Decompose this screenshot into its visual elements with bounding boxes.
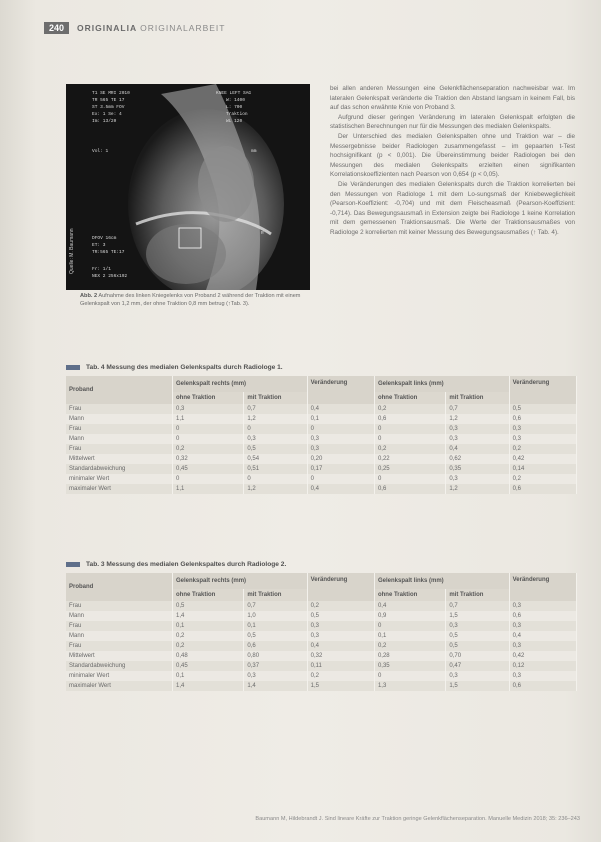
- paragraph-1: bei allen anderen Messungen eine Gelenkflächenseparation nachweisbar war. Im lateralen Gelenkspalt veränderte die Traktion den Abstand langsam in keinem Fall, bis auf das schon erwähnte Knie von Proband 3.: [330, 85, 575, 112]
- table-cell: 0: [173, 424, 244, 434]
- table-cell: 0,6: [374, 484, 445, 494]
- table-cell: 0,14: [509, 464, 576, 474]
- row-label: Mann: [66, 631, 173, 641]
- table-cell: 0,2: [374, 641, 445, 651]
- table-1-title-text: Tab. 4 Messung des medialen Gelenkspalts durch Radiologe 1.: [86, 364, 283, 371]
- table-cell: 0,25: [374, 464, 445, 474]
- body-text-column: [330, 84, 575, 238]
- table-cell: 0,3: [244, 434, 307, 444]
- svg-text:mm: mm: [251, 149, 257, 154]
- table-cell: 1,5: [307, 681, 374, 691]
- table-cell: 0,2: [173, 444, 244, 454]
- col-change-right: Veränderung: [307, 376, 374, 404]
- table-cell: 0,3: [446, 474, 509, 484]
- table-cell: 0,32: [173, 454, 244, 464]
- table-cell: 0: [173, 474, 244, 484]
- table-row: [66, 631, 577, 641]
- paragraph-3: Der Unterschied des medialen Gelenkspalten ohne und Traktion war – die Messergebnisse beider Radiologen zusammengefasst – im gepaarten t-Test hochsignifikant (p < 0,001). Die Übereinstimmung beider Radiologen bei den Messungen des medialen Gelenkspalts erzielten einen signifikanten Korrelationskoeffizienten nach Pearson von 0,654 (p < 0,05).: [330, 132, 575, 179]
- table-cell: 0,1: [374, 631, 445, 641]
- caption-text: Aufnahme des linken Kniegelenks von Proband 2 während der Traktion mit einem Gelenkspalt von 1,2 mm, der ohne Traktion 0,8 mm betrug (↑Tab. 3).: [80, 293, 301, 308]
- table-cell: 1,4: [244, 681, 307, 691]
- table-cell: 0,7: [446, 404, 509, 414]
- table-cell: 0,32: [307, 651, 374, 661]
- table-cell: 0,80: [244, 651, 307, 661]
- table-cell: 0,3: [307, 621, 374, 631]
- table-2-body: [66, 601, 577, 691]
- table-cell: 0,7: [244, 404, 307, 414]
- table-1: [66, 376, 577, 494]
- row-label: Frau: [66, 601, 173, 611]
- table-cell: 1,2: [244, 484, 307, 494]
- page-footer: Baumann M, Hildebrandt J. Sind lineare Kräfte zur Traktion geringe Gelenkflächenseparation. Manuelle Medizin 2018; 35: 236–243: [255, 816, 580, 822]
- table-cell: 0,5: [446, 631, 509, 641]
- table-2-title-text: Tab. 3 Messung des medialen Gelenkspaltes durch Radiologe 2.: [86, 561, 287, 568]
- journal-section: [77, 23, 225, 33]
- col-right: Gelenkspalt rechts (mm): [173, 573, 308, 589]
- table-cell: 0,35: [446, 464, 509, 474]
- table-marker: [66, 562, 80, 567]
- table-cell: 0,4: [307, 404, 374, 414]
- table-cell: 0,6: [509, 484, 576, 494]
- table-cell: 0: [244, 474, 307, 484]
- table-cell: 0,6: [374, 414, 445, 424]
- table-cell: 0,45: [173, 464, 244, 474]
- paragraph-2: Aufgrund dieser geringen Veränderung im lateralen Gelenkspalt erfolgten die statistischen Berechnungen nur für die Messungen des medialen Gelenkspalts.: [330, 113, 575, 131]
- svg-text:ET: 3: ET: 3: [92, 243, 106, 248]
- page-number: 240: [44, 22, 69, 34]
- svg-text:Traktion: Traktion: [226, 112, 248, 117]
- table-1-body: [66, 404, 577, 494]
- table-row: [66, 601, 577, 611]
- table-cell: 0: [307, 424, 374, 434]
- table-cell: 0,3: [509, 621, 576, 631]
- table-1-title: [66, 364, 283, 371]
- svg-text:Ex: 1 Se: 4: Ex: 1 Se: 4: [92, 112, 122, 117]
- table-cell: 0,54: [244, 454, 307, 464]
- row-label: Frau: [66, 424, 173, 434]
- svg-text:W: 1400: W: 1400: [226, 98, 245, 103]
- table-cell: 0,4: [374, 601, 445, 611]
- col-right-without: ohne Traktion: [173, 392, 244, 404]
- table-cell: 0,12: [509, 661, 576, 671]
- table-cell: 0,11: [307, 661, 374, 671]
- col-proband: Proband: [66, 573, 173, 601]
- svg-text:TR 565 TE 17: TR 565 TE 17: [92, 98, 125, 103]
- caption-label: Abb. 2: [80, 293, 98, 299]
- table-cell: 0,2: [173, 641, 244, 651]
- svg-text:Im: 13/20: Im: 13/20: [92, 119, 117, 124]
- table-cell: 0,1: [173, 621, 244, 631]
- table-cell: 0,51: [244, 464, 307, 474]
- table-cell: 0,6: [244, 641, 307, 651]
- table-cell: 0: [173, 434, 244, 444]
- table-cell: 0,2: [173, 631, 244, 641]
- table-row: [66, 454, 577, 464]
- table-cell: 0,3: [509, 671, 576, 681]
- table-cell: 0,3: [446, 434, 509, 444]
- table-cell: 0,1: [307, 414, 374, 424]
- svg-text:R: R: [261, 231, 264, 236]
- table-cell: 0: [374, 434, 445, 444]
- svg-text:WL 120: WL 120: [226, 119, 243, 124]
- svg-text:Fr: 1/1: Fr: 1/1: [92, 267, 111, 272]
- mri-knee-image: [66, 84, 310, 290]
- table-2-title: [66, 561, 286, 568]
- row-label: Frau: [66, 444, 173, 454]
- col-left-without: ohne Traktion: [374, 392, 445, 404]
- table-cell: 0,5: [244, 444, 307, 454]
- row-label: minimaler Wert: [66, 474, 173, 484]
- table-cell: 0,1: [173, 671, 244, 681]
- table-row: [66, 671, 577, 681]
- table-cell: 1,0: [244, 611, 307, 621]
- row-label: Standardabweichung: [66, 464, 173, 474]
- paragraph-4: Die Veränderungen des medialen Gelenkspalts durch die Traktion korrelierten bei den Messungen von Radiologe 1 mit dem Lo-sungsmaß der Kniebeweglichkeit (Pearson-Koeffizient: -0,704) und mit dem Fleischeasmaß (Pearson-Koeffizient: -0,714). Das Bewegungsausmaß in Extension zeigte bei Radiologe 1 keine Korrelation mit dem gemessenen Traktionsausmaß. Die Werte der Traktionsausmaßes von Radiologe 2 korrelierten mit keiner Messung des Bewegungsausmaßes (↑ Tab. 4).: [330, 180, 575, 236]
- svg-text:DFOV 16cm: DFOV 16cm: [92, 236, 117, 241]
- table-cell: 0,4: [307, 641, 374, 651]
- col-change-right: Veränderung: [307, 573, 374, 601]
- table-cell: 0,3: [244, 671, 307, 681]
- table-cell: 1,1: [173, 414, 244, 424]
- figure-credit: Quelle: M. Baumann: [69, 228, 75, 274]
- col-right-without: ohne Traktion: [173, 589, 244, 601]
- row-label: minimaler Wert: [66, 671, 173, 681]
- table-row: [66, 414, 577, 424]
- table-cell: 0,3: [446, 671, 509, 681]
- table-cell: 0,35: [374, 661, 445, 671]
- table-row: [66, 641, 577, 651]
- svg-text:TR:565 TE:17: TR:565 TE:17: [92, 250, 125, 255]
- svg-text:KNEE LEFT SAG: KNEE LEFT SAG: [216, 91, 252, 96]
- table-cell: 0,42: [509, 454, 576, 464]
- table-cell: 0,2: [509, 474, 576, 484]
- table-cell: 0,6: [509, 611, 576, 621]
- table-cell: 0,17: [307, 464, 374, 474]
- svg-text:Vol: 1: Vol: 1: [92, 149, 109, 154]
- table-row: [66, 464, 577, 474]
- table-cell: 0,42: [509, 651, 576, 661]
- table-cell: 0,48: [173, 651, 244, 661]
- table-cell: 0,7: [244, 601, 307, 611]
- table-cell: 0,1: [244, 621, 307, 631]
- section-label: ORIGINALIA: [77, 23, 137, 33]
- table-cell: 1,4: [173, 611, 244, 621]
- table-cell: 0,4: [446, 444, 509, 454]
- table-cell: 0,3: [509, 641, 576, 651]
- table-cell: 0,2: [307, 671, 374, 681]
- table-cell: 0,70: [446, 651, 509, 661]
- table-cell: 0,2: [509, 444, 576, 454]
- table-cell: 1,2: [446, 484, 509, 494]
- col-left-with: mit Traktion: [446, 392, 509, 404]
- table-cell: 0,62: [446, 454, 509, 464]
- table-row: [66, 681, 577, 691]
- table-row: [66, 484, 577, 494]
- col-proband: Proband: [66, 376, 173, 404]
- row-label: Mann: [66, 434, 173, 444]
- table-cell: 0,45: [173, 661, 244, 671]
- table-cell: 0,20: [307, 454, 374, 464]
- row-label: Mann: [66, 611, 173, 621]
- row-label: maximaler Wert: [66, 484, 173, 494]
- row-label: Mittelwert: [66, 454, 173, 464]
- table-cell: 0,3: [173, 404, 244, 414]
- table-cell: 0,28: [374, 651, 445, 661]
- table-cell: 0,2: [374, 444, 445, 454]
- mri-scan-picture: [66, 84, 310, 290]
- col-left: Gelenkspalt links (mm): [374, 573, 509, 589]
- table-cell: 0,2: [307, 601, 374, 611]
- table-row: [66, 661, 577, 671]
- table-cell: 0: [374, 621, 445, 631]
- col-left-with: mit Traktion: [446, 589, 509, 601]
- table-cell: 0,5: [446, 641, 509, 651]
- table-cell: 0,2: [374, 404, 445, 414]
- table-row: [66, 611, 577, 621]
- svg-text:L: 700: L: 700: [226, 105, 243, 110]
- table-cell: 0,3: [446, 424, 509, 434]
- table-cell: 0,22: [374, 454, 445, 464]
- row-label: maximaler Wert: [66, 681, 173, 691]
- page-header: [44, 20, 225, 36]
- col-change-left: Veränderung: [509, 573, 576, 601]
- table-cell: 0: [307, 474, 374, 484]
- table-cell: 0,3: [307, 631, 374, 641]
- col-right: Gelenkspalt rechts (mm): [173, 376, 308, 392]
- figure-caption: [80, 292, 312, 309]
- table-cell: 1,2: [446, 414, 509, 424]
- table-cell: 0,3: [509, 601, 576, 611]
- table-cell: 0,5: [244, 631, 307, 641]
- table-row: [66, 621, 577, 631]
- table-cell: 0,5: [509, 404, 576, 414]
- table-cell: 0: [374, 424, 445, 434]
- table-cell: 0,3: [307, 434, 374, 444]
- table-cell: 1,3: [374, 681, 445, 691]
- table-2: [66, 573, 577, 691]
- row-label: Frau: [66, 641, 173, 651]
- table-row: [66, 434, 577, 444]
- table-marker: [66, 365, 80, 370]
- svg-text:NEX 2 256x192: NEX 2 256x192: [92, 274, 128, 279]
- table-cell: 1,1: [173, 484, 244, 494]
- table-cell: 0,4: [307, 484, 374, 494]
- table-cell: 0,9: [374, 611, 445, 621]
- table-row: [66, 404, 577, 414]
- row-label: Mann: [66, 414, 173, 424]
- table-cell: 0: [244, 424, 307, 434]
- table-cell: 0,6: [509, 681, 576, 691]
- svg-text:T1 SE MRI 2010: T1 SE MRI 2010: [92, 91, 130, 96]
- section-sublabel: ORIGINALARBEIT: [140, 23, 226, 33]
- row-label: Mittelwert: [66, 651, 173, 661]
- table-cell: 0,5: [307, 611, 374, 621]
- table-cell: 0,37: [244, 661, 307, 671]
- table-cell: 0,5: [173, 601, 244, 611]
- col-right-with: mit Traktion: [244, 392, 307, 404]
- table-cell: 0,47: [446, 661, 509, 671]
- table-row: [66, 651, 577, 661]
- table-cell: 1,5: [446, 681, 509, 691]
- table-cell: 0,3: [307, 444, 374, 454]
- table-cell: 1,5: [446, 611, 509, 621]
- row-label: Frau: [66, 621, 173, 631]
- table-row: [66, 474, 577, 484]
- col-change-left: Veränderung: [509, 376, 576, 404]
- table-cell: 0: [374, 671, 445, 681]
- col-left: Gelenkspalt links (mm): [374, 376, 509, 392]
- table-cell: 0,7: [446, 601, 509, 611]
- table-cell: 0,4: [509, 631, 576, 641]
- table-cell: 0,3: [446, 621, 509, 631]
- svg-text:ST 3.5mm FOV: ST 3.5mm FOV: [92, 105, 125, 110]
- col-left-without: ohne Traktion: [374, 589, 445, 601]
- col-right-with: mit Traktion: [244, 589, 307, 601]
- table-cell: 1,2: [244, 414, 307, 424]
- table-cell: 0,3: [509, 424, 576, 434]
- table-row: [66, 444, 577, 454]
- table-cell: 0,6: [509, 414, 576, 424]
- row-label: Standardabweichung: [66, 661, 173, 671]
- table-cell: 1,4: [173, 681, 244, 691]
- table-cell: 0,3: [509, 434, 576, 444]
- row-label: Frau: [66, 404, 173, 414]
- table-cell: 0: [374, 474, 445, 484]
- table-row: [66, 424, 577, 434]
